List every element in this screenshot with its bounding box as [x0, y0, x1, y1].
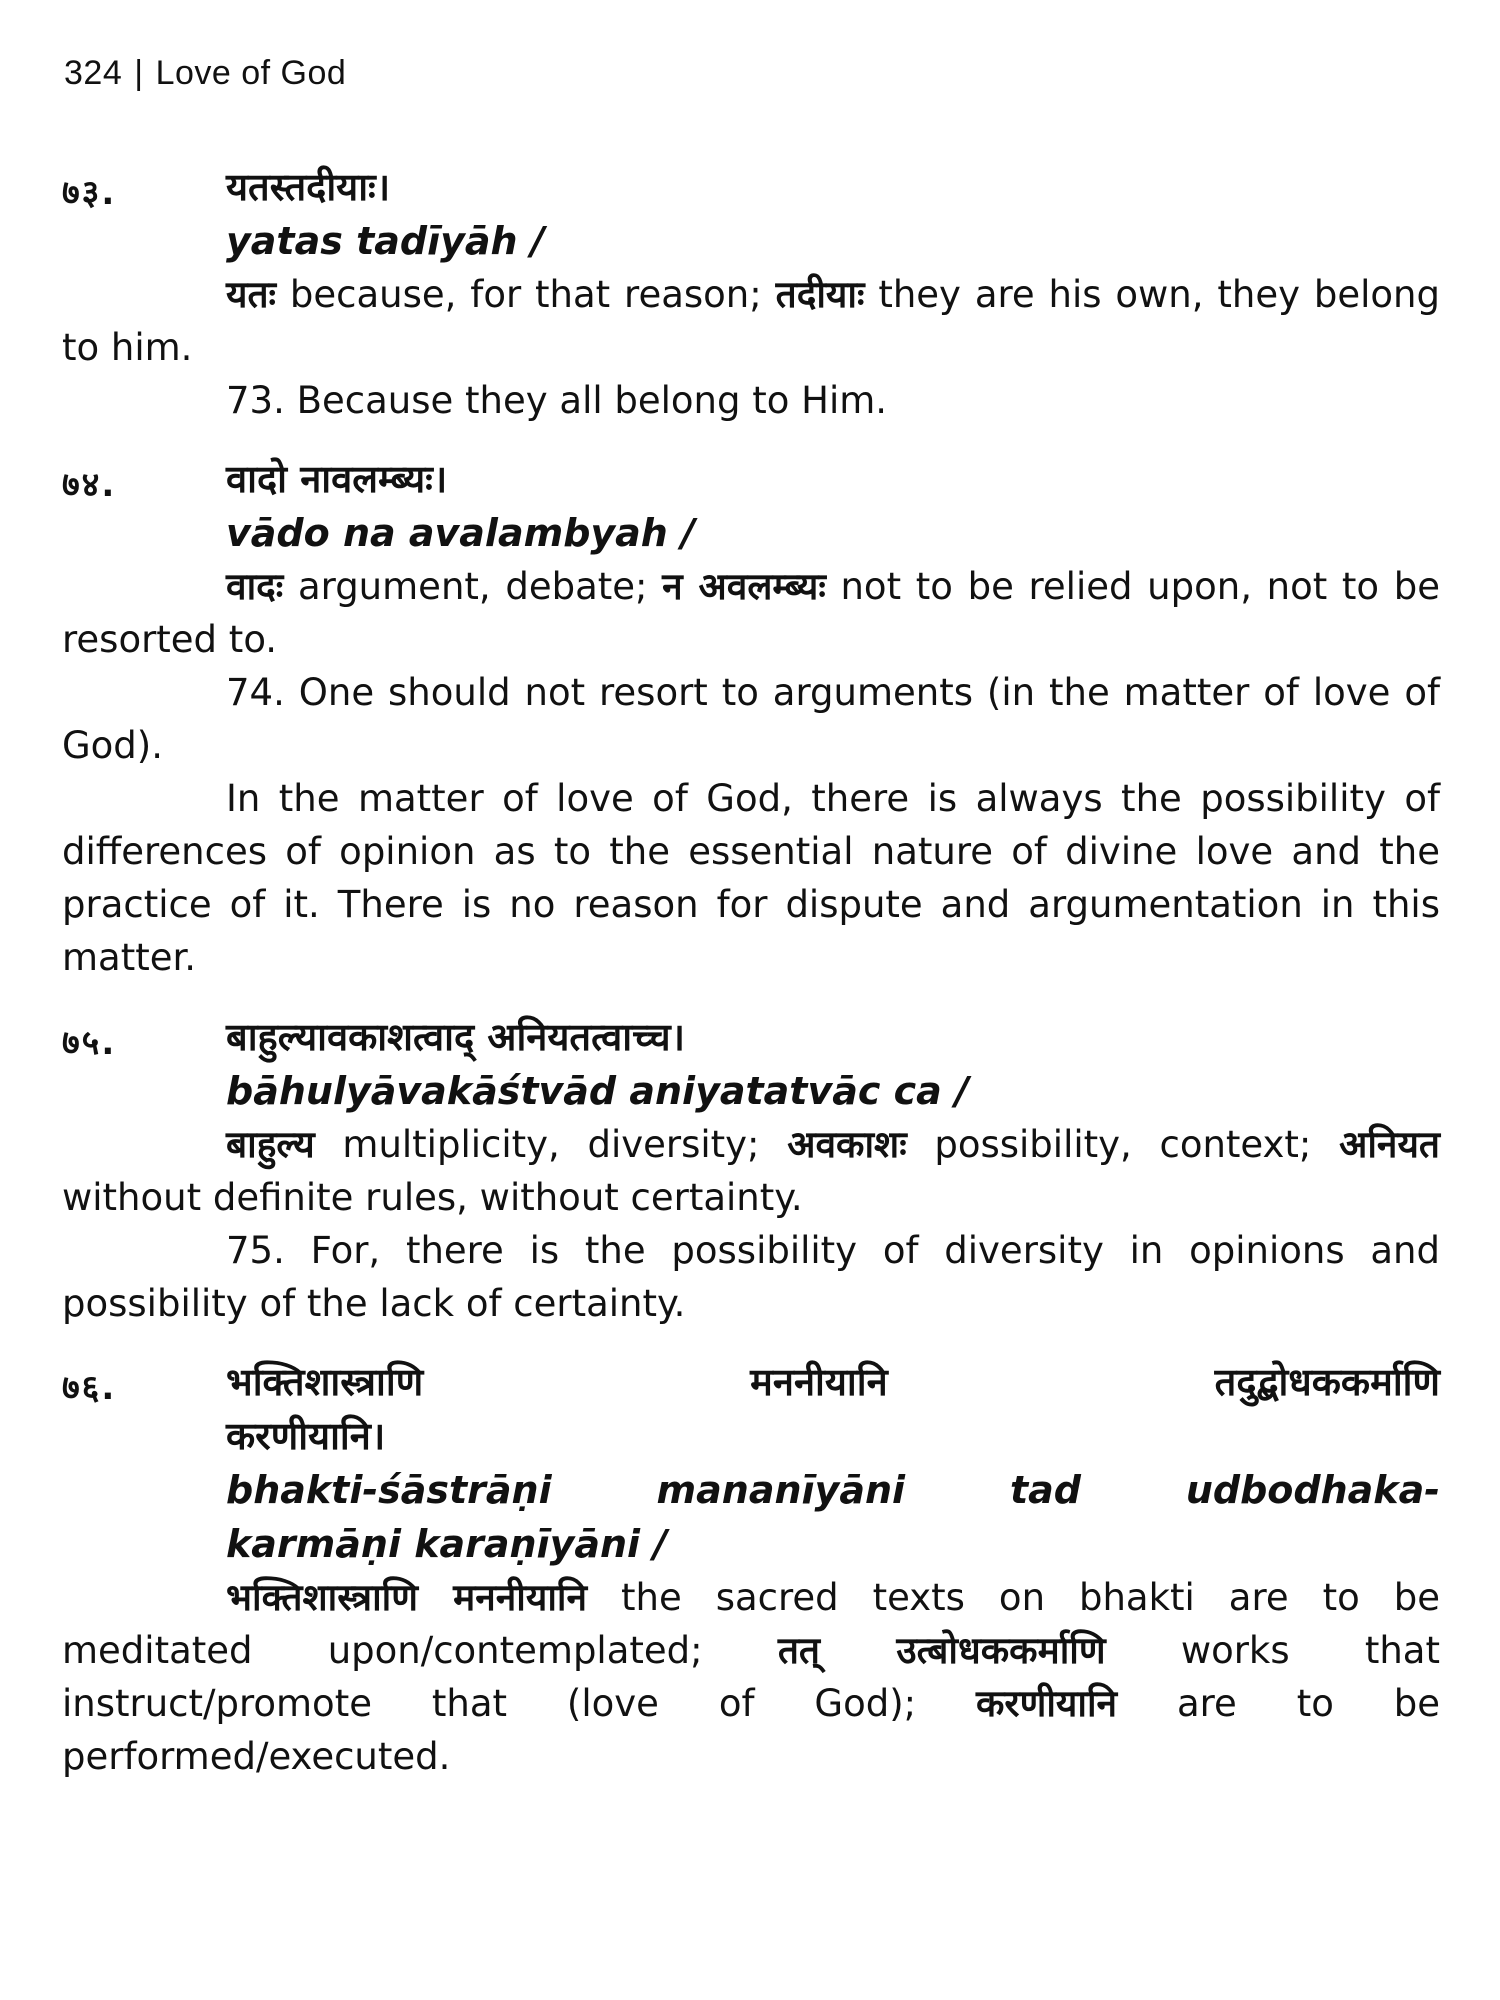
sutra-number: ७४. [62, 465, 117, 505]
gloss-meaning: are to be performed/executed. [62, 1682, 1441, 1778]
gloss-term: तदीयाः [775, 273, 865, 316]
sutra-devanagari: वादो नावलम्ब्यः। [226, 457, 448, 501]
sutra-transliteration: bāhulyāvakāśtvād aniyatatvāc ca / [226, 1069, 969, 1113]
transliteration-word: bhakti-śāstrāṇi [226, 1468, 552, 1512]
gloss-term: तत् उत्बोधककर्माणि [777, 1629, 1106, 1672]
sutra-transliteration: yatas tadīyāh / [226, 219, 545, 263]
sutra-number: ७३. [62, 173, 117, 213]
gloss-meaning: because, for that reason; [276, 273, 776, 316]
sutra-number: ७५. [62, 1023, 117, 1063]
sutra-devanagari: यतस्तदीयाः। [226, 165, 391, 209]
sutra-76 [62, 1355, 1440, 1783]
sutra-73 [62, 160, 1440, 427]
sutra-translation: 75. For, there is the possibility of diversity in opinions and possibility of the lack of certainty. [62, 1229, 1440, 1325]
gloss-meaning: the sacred texts on bhakti are to be meditated upon/contemplated; [62, 1576, 1440, 1672]
devanagari-word: भक्तिशास्त्राणि [226, 1360, 424, 1404]
sutra-75 [62, 1010, 1440, 1330]
devanagari-word: तदुद्बोधककर्माणि [1214, 1360, 1440, 1404]
sutra-transliteration: vādo na avalambyah / [226, 511, 695, 555]
gloss-meaning: multiplicity, diversity; [314, 1123, 788, 1166]
sutra-devanagari-line-2: करणीयानि। [226, 1414, 386, 1458]
gloss-meaning: argument, debate; [283, 565, 663, 608]
page-number: 324 [64, 54, 123, 92]
transliteration-word: tad [1009, 1468, 1081, 1512]
running-title: Love of God [155, 54, 347, 92]
gloss-meaning: possibility, context; [906, 1123, 1340, 1166]
word-gloss [62, 1571, 1440, 1783]
transliteration-word: udbodhaka- [1185, 1468, 1440, 1512]
running-header [64, 54, 346, 93]
gloss-meaning: they are his own, they belong to him. [62, 273, 1440, 369]
sutra-translation: 73. Because they all belong to Him. [226, 379, 888, 422]
sutra-number: ७६. [62, 1368, 117, 1408]
word-gloss [62, 560, 1440, 666]
devanagari-word: मननीयानि [750, 1360, 888, 1404]
sutra-transliteration-line-1 [226, 1463, 1440, 1517]
sutra-74 [62, 452, 1440, 984]
gloss-meaning: without definite rules, without certainty. [62, 1176, 803, 1219]
word-gloss [62, 268, 1440, 374]
gloss-term: करणीयानि [976, 1682, 1118, 1725]
gloss-term: न अवलम्ब्यः [662, 565, 826, 608]
word-gloss [62, 1118, 1440, 1224]
sutra-translation: 74. One should not resort to arguments (in the matter of love of God). [62, 671, 1440, 767]
sutra-devanagari-line-1 [226, 1355, 1440, 1409]
gloss-term: भक्तिशास्त्राणि मननीयानि [226, 1576, 588, 1619]
gloss-term: अनियत [1339, 1123, 1440, 1166]
sutra-transliteration-line-2: karmāṇi karaṇīyāni / [226, 1522, 668, 1566]
gloss-term: अवकाशः [787, 1123, 907, 1166]
header-separator: | [134, 54, 144, 92]
sutra-devanagari: बाहुल्यावकाशत्वाद् अनियतत्वाच्च। [226, 1015, 685, 1059]
transliteration-word: mananīyāni [656, 1468, 906, 1512]
gloss-meaning: not to be relied upon, not to be resorted to. [62, 565, 1440, 661]
gloss-term: यतः [226, 273, 277, 316]
gloss-term: बाहुल्य [226, 1123, 315, 1166]
sutra-commentary: In the matter of love of God, there is always the possibility of differences of opinion as to the essential nature of divine love and the practice of it. There is no reason for dispute and argumentation in this matter. [62, 777, 1440, 979]
gloss-meaning: works that instruct/promote that (love of God); [62, 1629, 1440, 1725]
gloss-term: वादः [226, 565, 284, 608]
